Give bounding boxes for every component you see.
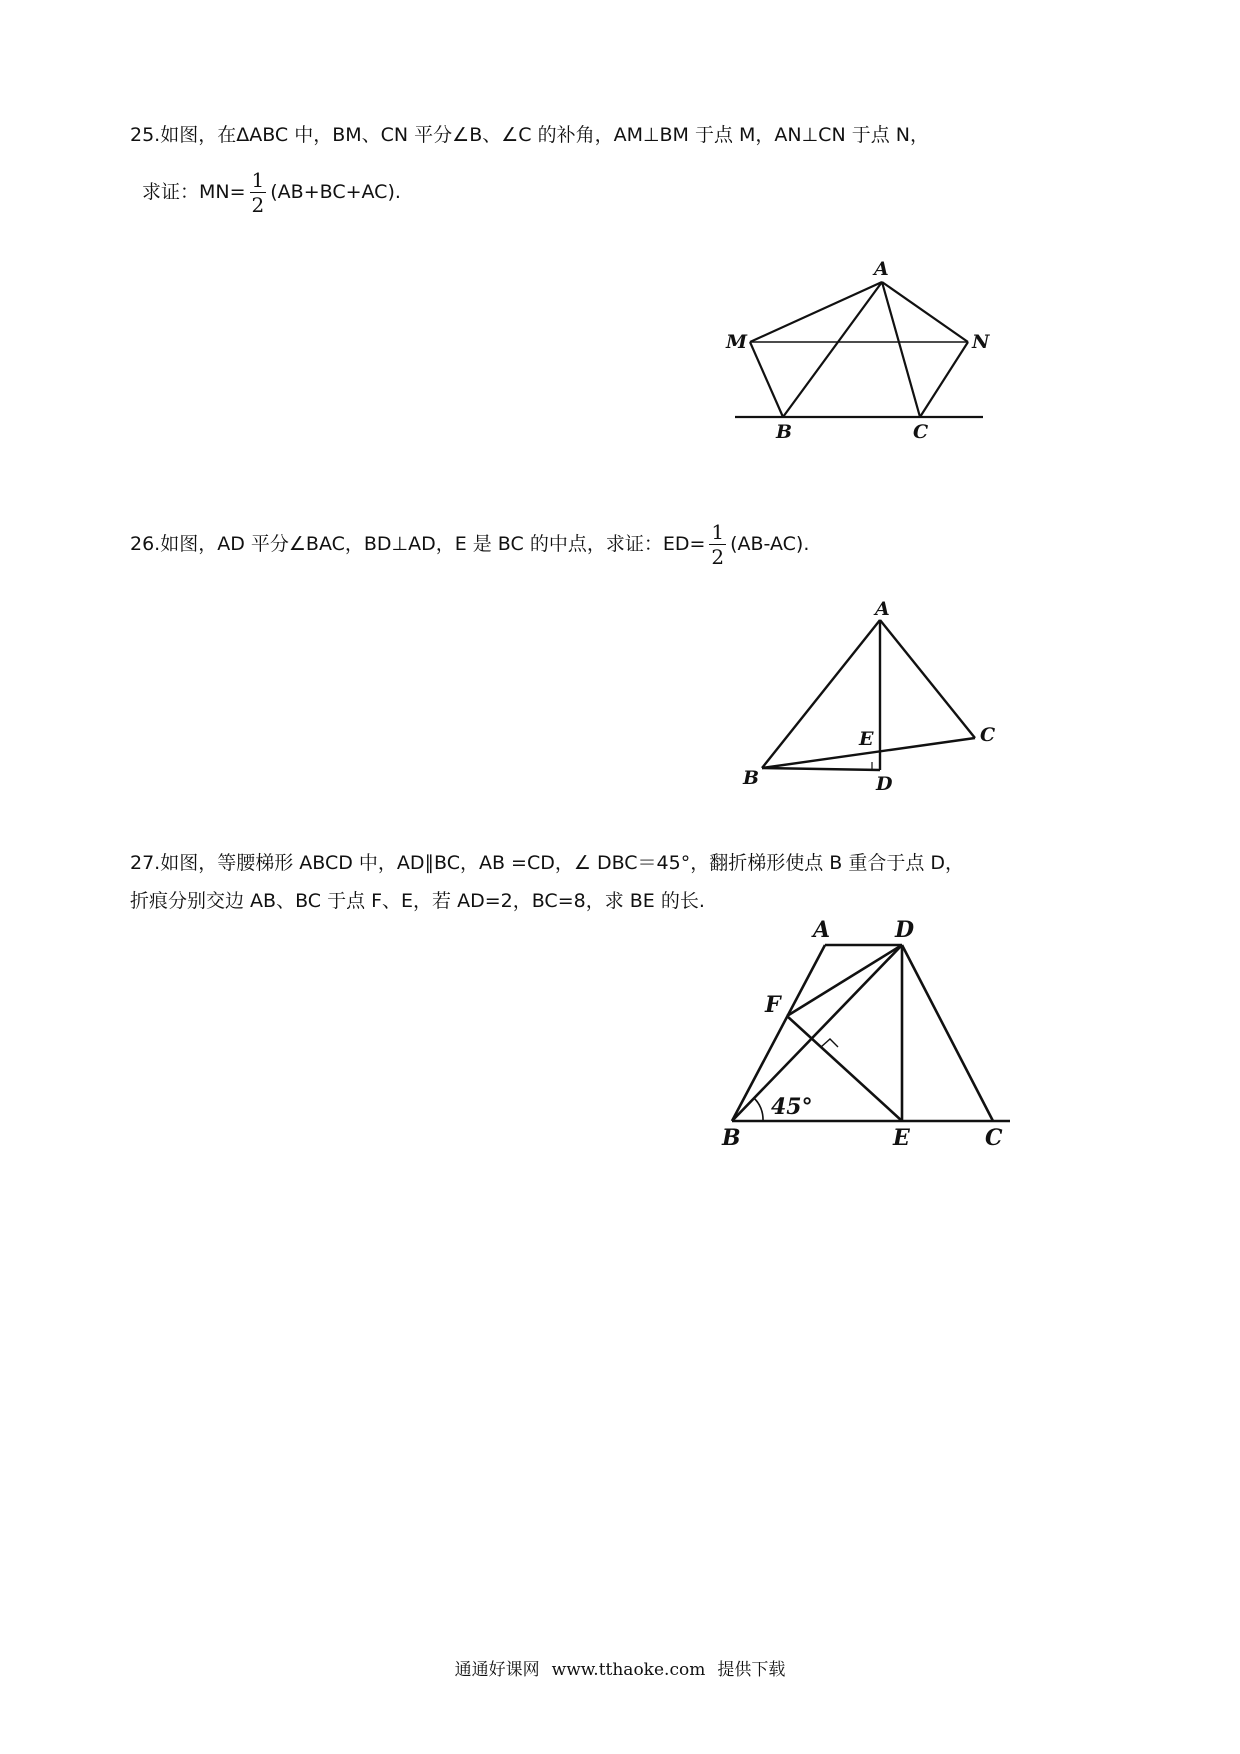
q27-angle-arc <box>754 1098 763 1121</box>
q26-figure <box>735 595 1015 795</box>
q25-seg-NC <box>920 342 968 417</box>
q25-prove-line <box>142 168 401 217</box>
q26-frac-den: 2 <box>711 545 725 569</box>
q27-label-C: C <box>985 1125 1003 1151</box>
q26-label-A: A <box>875 598 890 620</box>
q25-prove-prefix: 求证：MN= <box>142 181 246 203</box>
q27-right-angle-mark <box>821 1039 838 1047</box>
q25-figure <box>720 255 990 455</box>
q25-seg-MB <box>750 342 783 417</box>
q27-seg-BD <box>732 945 902 1121</box>
q27-label-B: B <box>722 1125 741 1151</box>
q26-label-B: B <box>743 767 760 789</box>
footer-site-name: 通通好课网 <box>454 1660 540 1680</box>
q25-seg-MA <box>750 282 882 342</box>
q25-label-B: B <box>776 421 793 443</box>
q27-figure <box>715 915 1025 1155</box>
q25-frac-den: 2 <box>251 193 265 217</box>
page-footer <box>0 1655 1240 1680</box>
footer-suffix: 提供下载 <box>717 1660 786 1680</box>
q25-label-N: N <box>972 331 990 353</box>
q25-prove-suffix: (AB+BC+AC). <box>270 181 401 203</box>
q26-statement-suffix: (AB-AC). <box>730 533 810 555</box>
q25-seg-AB <box>783 282 882 417</box>
q25-label-M: M <box>726 331 748 353</box>
q27-statement: 27.如图，等腰梯形 ABCD 中，AD∥BC，AB =CD，∠ DBC＝45°，翻折梯形使点 B 重合于点 D， <box>130 852 965 874</box>
q27-label-angle: 45° <box>771 1094 813 1120</box>
q27-label-D: D <box>895 917 915 943</box>
q26-seg-BD <box>762 768 880 770</box>
q27-statement-line2: 折痕分别交边 AB、BC 于点 F、E，若 AD=2，BC=8，求 BE 的长. <box>130 890 705 912</box>
q26-frac-num: 1 <box>711 520 725 544</box>
q26-statement-line <box>130 520 809 569</box>
q27-label-F: F <box>765 992 781 1018</box>
q25-label-C: C <box>913 421 929 443</box>
q26-fraction <box>709 520 726 569</box>
q25-label-A: A <box>874 258 889 280</box>
q25-seg-AC <box>882 282 920 417</box>
q26-seg-AC <box>880 620 975 738</box>
q25-seg-AN <box>882 282 968 342</box>
q26-statement-prefix: 26.如图，AD 平分∠BAC，BD⊥AD，E 是 BC 的中点，求证：ED= <box>130 533 706 555</box>
q27-label-A: A <box>813 917 831 943</box>
q26-label-D: D <box>876 773 893 795</box>
q25-fraction <box>250 168 267 217</box>
q26-label-E: E <box>859 728 874 750</box>
q27-seg-DC <box>902 945 993 1121</box>
q27-label-E: E <box>893 1125 910 1151</box>
q25-statement: 25.如图，在ΔABC 中，BM、CN 平分∠B、∠C 的补角，AM⊥BM 于点 M，AN⊥CN 于点 N， <box>130 124 929 146</box>
footer-url: www.tthaoke.com <box>551 1660 706 1680</box>
q26-label-C: C <box>980 724 996 746</box>
q25-frac-num: 1 <box>251 168 265 192</box>
